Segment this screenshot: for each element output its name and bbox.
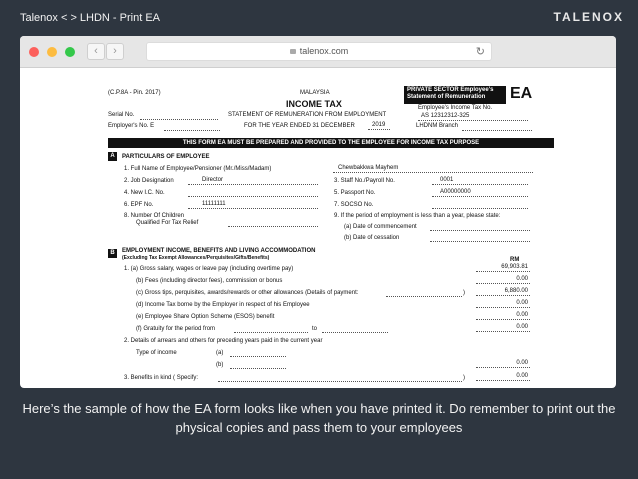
children-label: 8. Number Of Children — [124, 213, 185, 219]
income-row-b-value: 0.00 — [516, 276, 528, 282]
employee-tax-label: Employee's Income Tax No. — [418, 105, 493, 111]
employer-no-label: Employer's No. E — [108, 123, 155, 129]
minimize-dot[interactable] — [47, 47, 57, 57]
socso-label: 7. SOCSO No. — [334, 202, 374, 208]
employee-tax-value: AS 12312312-325 — [421, 113, 470, 119]
section-a-title: PARTICULARS OF EMPLOYEE — [122, 154, 210, 160]
country-label: MALAYSIA — [300, 90, 330, 96]
job-value: Director — [202, 177, 224, 183]
serial-label: Serial No. — [108, 112, 135, 118]
ea-label: EA — [510, 85, 533, 102]
rm-header: RM — [510, 257, 520, 263]
arrears-label: 2. Details of arrears and others for preceding years paid in the current year — [124, 338, 323, 344]
year-value: 2019 — [372, 122, 386, 128]
income-row-e-value: 0.00 — [516, 312, 528, 318]
lock-icon — [290, 49, 296, 54]
chevron-right-icon[interactable]: › — [106, 43, 124, 60]
arrears-value: 0.00 — [516, 360, 528, 366]
period-label: 9. If the period of employment is less than a year, please state: — [334, 213, 501, 219]
section-a-letter: A — [108, 152, 117, 161]
zoom-dot[interactable] — [65, 47, 75, 57]
reload-icon[interactable]: ↻ — [475, 46, 485, 58]
job-label: 2. Job Designation — [124, 178, 174, 184]
staff-value: 0001 — [440, 177, 454, 183]
private-sector-box: PRIVATE SECTOR Employee's Statement of Remuneration — [404, 86, 506, 104]
income-row-f-value: 0.00 — [516, 324, 528, 330]
epf-label: 6. EPF No. — [124, 202, 154, 208]
close-dot[interactable] — [29, 47, 39, 57]
slide-header — [20, 10, 624, 28]
kind-value: 0.00 — [516, 373, 528, 379]
type-income-label: Type of income — [136, 350, 177, 356]
children-label-2: Qualified For Tax Relief — [136, 220, 199, 226]
staff-label: 3. Staff No./Payroll No. — [334, 178, 395, 184]
address-bar[interactable] — [146, 42, 492, 61]
url-text: talenox.com — [299, 46, 349, 56]
income-row-c-value: 6,880.00 — [504, 288, 528, 294]
brand-logo: TALENOX — [553, 10, 624, 24]
full-name-label: 1. Full Name of Employee/Pensioner (Mr./Miss/Madam) — [124, 166, 272, 172]
passport-value: A00000000 — [440, 189, 471, 195]
section-b-letter: B — [108, 249, 117, 258]
form-reference: (C.P.8A - Pin. 2017) — [108, 90, 161, 96]
arrears-a-label: (a) — [216, 350, 224, 356]
income-row-d-label: (d) Income Tax borne by the Employer in respect of his Employee — [136, 302, 310, 308]
income-row-e-label: (e) Employee Share Option Scheme (ESOS) benefit — [136, 314, 275, 320]
form-title: INCOME TAX — [286, 99, 342, 109]
cessation-label: (b) Date of cessation — [344, 235, 400, 241]
epf-value: 11111111 — [202, 201, 226, 207]
chevron-left-icon[interactable]: ‹ — [87, 43, 105, 60]
kind-label: 3. Benefits in kind ( Specify: — [124, 375, 199, 381]
section-b-subtitle: (Excluding Tax Exempt Allowances/Perquisites/Gifts/Benefits) — [122, 255, 270, 261]
income-row-a-value: 69,903.81 — [501, 264, 528, 270]
statement-label: STATEMENT OF REMUNERATION FROM EMPLOYMENT — [228, 112, 387, 118]
browser-toolbar — [20, 36, 616, 68]
browser-window — [20, 36, 616, 388]
year-line: FOR THE YEAR ENDED 31 DECEMBER — [244, 123, 355, 129]
income-row-b-label: (b) Fees (including director fees), commission or bonus — [136, 278, 283, 284]
nric-label: 4. New I.C. No. — [124, 190, 165, 196]
form-banner: THIS FORM EA MUST BE PREPARED AND PROVIDED TO THE EMPLOYEE FOR INCOME TAX PURPOSE — [108, 138, 554, 148]
income-row-a-label: 1. (a) Gross salary, wages or leave pay (including overtime pay) — [124, 266, 294, 272]
income-row-c-label: (c) Gross tips, perquisites, awards/rewards or other allowances (Details of payment: — [136, 290, 359, 296]
slide-caption: Here’s the sample of how the EA form looks like when you have printed it. Do remember to print out the physical copies and pass them to your employees — [22, 401, 616, 435]
ea-form-document: (C.P.8A - Pin. 2017) MALAYSIA INCOME TAX Serial No. STATEMENT OF REMUNERATION FROM EMPLOYMENT Employer's No. E FOR THE YEAR ENDED 31 DECEMBER 2019 PRIVATE SECTOR Employee's Statement of Remuneration EA Employee's Income Tax No. AS 12312312-325 LHDNM Branch THIS FORM EA MUST BE PREPARED AND PROVIDED TO THE EMPLOYEE FOR INCOME TAX PURPOSE A PARTICULARS OF EMPLOYEE 1. Full Name of Employee/Pensioner (Mr./Miss/Madam) Chewbakkwa Mayhem 2. Job Designation Director 3. Staff No./Payroll No. 0001 4. New I.C. No. 5. Passport No. A00000000 6. EPF No. 11111111 7. SOCSO No. 8. Number Of Children Qualified For Tax Relief 9. If the period of employment is less than a year, please state: (a) Date of commencement (b) Date of cessation B EMPLOYMENT INCOME, BENEFITS AND LIVING ACCOMMODATION (Excluding Tax Exempt Allowances/Perquisites/Gifts/Benefits) RM 1. (a) Gross salary, wages or leave pay (including overtime pay) 69,903.81 (b) Fees (including director fees), commission or bonus 0.00 (c) Gross tips, perquisites, awards/rewards or other allowances (Details of payment: ) 6,880.00 (d) Income Tax borne by the Employer in respect of his Employee 0.00 (e) Employee Share Option Scheme (ESOS) benefit 0.00 (f) Gratuity for the period from to 0.00 2. Details of arrears and others for preceding years paid in the current year Type of income (a) (b) 0.00 3. Benefits in kind ( Specify: ) 0.00 — [78, 76, 564, 388]
lhdnm-branch-label: LHDNM Branch — [416, 123, 459, 129]
commencement-label: (a) Date of commencement — [344, 224, 417, 230]
section-b-title: EMPLOYMENT INCOME, BENEFITS AND LIVING ACCOMMODATION — [122, 248, 316, 254]
arrears-b-label: (b) — [216, 362, 224, 368]
slide-title: Talenox < > LHDN - Print EA — [20, 12, 161, 24]
income-row-f-label: (f) Gratuity for the period from — [136, 326, 216, 332]
gratuity-to: to — [312, 326, 318, 332]
passport-label: 5. Passport No. — [334, 190, 376, 196]
full-name-value: Chewbakkwa Mayhem — [338, 165, 399, 171]
income-row-d-value: 0.00 — [516, 300, 528, 306]
